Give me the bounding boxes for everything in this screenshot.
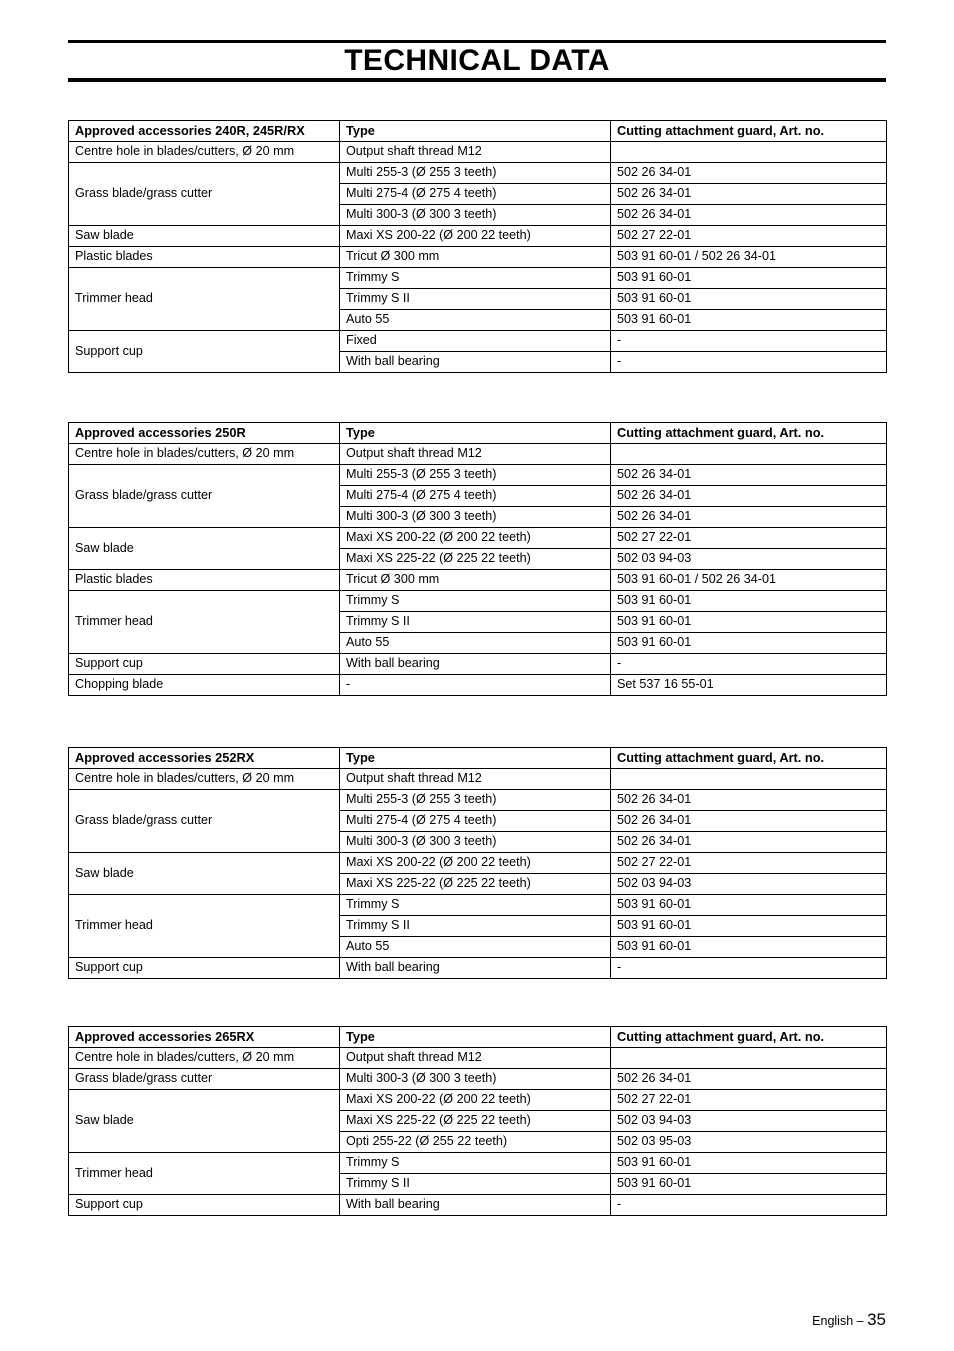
guard-art-no-cell: 502 26 34-01 <box>611 507 887 528</box>
guard-art-no-cell: 503 91 60-01 / 502 26 34-01 <box>611 570 887 591</box>
accessory-type-cell: Multi 255-3 (Ø 255 3 teeth) <box>340 790 611 811</box>
guard-art-no-cell: 503 91 60-01 <box>611 633 887 654</box>
accessory-category-cell: Saw blade <box>69 1090 340 1153</box>
accessory-type-cell: Output shaft thread M12 <box>340 444 611 465</box>
accessory-category-cell: Grass blade/grass cutter <box>69 790 340 853</box>
accessory-type-cell: Tricut Ø 300 mm <box>340 570 611 591</box>
accessory-category-cell: Plastic blades <box>69 570 340 591</box>
guard-art-no-cell: 503 91 60-01 <box>611 1174 887 1195</box>
accessory-category-cell: Trimmer head <box>69 895 340 958</box>
accessory-type-cell: Maxi XS 225-22 (Ø 225 22 teeth) <box>340 874 611 895</box>
accessory-type-cell: Multi 300-3 (Ø 300 3 teeth) <box>340 507 611 528</box>
accessory-category-cell: Support cup <box>69 331 340 373</box>
column-header-2: Type <box>340 121 611 142</box>
table-header-row <box>69 121 887 142</box>
accessory-category-cell: Centre hole in blades/cutters, Ø 20 mm <box>69 1048 340 1069</box>
accessory-type-cell: Auto 55 <box>340 633 611 654</box>
guard-art-no-cell: 503 91 60-01 <box>611 310 887 331</box>
table-240r-245r-rx <box>68 120 887 373</box>
accessory-category-cell: Centre hole in blades/cutters, Ø 20 mm <box>69 444 340 465</box>
accessory-category-cell: Grass blade/grass cutter <box>69 163 340 226</box>
column-header-2: Type <box>340 748 611 769</box>
accessory-type-cell: Multi 275-4 (Ø 275 4 teeth) <box>340 486 611 507</box>
accessory-type-cell: Maxi XS 200-22 (Ø 200 22 teeth) <box>340 853 611 874</box>
guard-art-no-cell: 502 03 94-03 <box>611 874 887 895</box>
guard-art-no-cell: 502 03 94-03 <box>611 1111 887 1132</box>
accessory-type-cell: Multi 300-3 (Ø 300 3 teeth) <box>340 1069 611 1090</box>
accessory-type-cell: Maxi XS 200-22 (Ø 200 22 teeth) <box>340 1090 611 1111</box>
guard-art-no-cell: 502 27 22-01 <box>611 853 887 874</box>
accessory-type-cell: - <box>340 675 611 696</box>
accessory-type-cell: Auto 55 <box>340 310 611 331</box>
accessories-table-4 <box>68 1026 886 1216</box>
guard-art-no-cell <box>611 142 887 163</box>
column-header-1: Approved accessories 240R, 245R/RX <box>69 121 340 142</box>
accessory-type-cell: Trimmy S <box>340 268 611 289</box>
table-265rx <box>68 1026 887 1216</box>
accessory-type-cell: Output shaft thread M12 <box>340 769 611 790</box>
table-row <box>69 958 887 979</box>
accessory-type-cell: Maxi XS 225-22 (Ø 225 22 teeth) <box>340 549 611 570</box>
accessory-category-cell: Centre hole in blades/cutters, Ø 20 mm <box>69 769 340 790</box>
guard-art-no-cell: 502 26 34-01 <box>611 184 887 205</box>
table-header-row <box>69 1027 887 1048</box>
accessory-type-cell: With ball bearing <box>340 654 611 675</box>
guard-art-no-cell: 503 91 60-01 <box>611 612 887 633</box>
guard-art-no-cell: 502 26 34-01 <box>611 832 887 853</box>
page-header <box>68 40 886 82</box>
table-250r <box>68 422 887 696</box>
guard-art-no-cell: 502 26 34-01 <box>611 163 887 184</box>
table-row <box>69 1048 887 1069</box>
accessory-type-cell: Maxi XS 225-22 (Ø 225 22 teeth) <box>340 1111 611 1132</box>
guard-art-no-cell: 502 03 94-03 <box>611 549 887 570</box>
table-row <box>69 591 887 612</box>
table-row <box>69 1069 887 1090</box>
accessory-type-cell: Maxi XS 200-22 (Ø 200 22 teeth) <box>340 226 611 247</box>
table-row <box>69 444 887 465</box>
accessory-category-cell: Grass blade/grass cutter <box>69 465 340 528</box>
accessory-type-cell: Auto 55 <box>340 937 611 958</box>
accessory-type-cell: Trimmy S II <box>340 612 611 633</box>
accessory-category-cell: Support cup <box>69 1195 340 1216</box>
accessory-category-cell: Centre hole in blades/cutters, Ø 20 mm <box>69 142 340 163</box>
footer-page-number: 35 <box>867 1310 886 1329</box>
guard-art-no-cell: 502 27 22-01 <box>611 1090 887 1111</box>
guard-art-no-cell: 503 91 60-01 / 502 26 34-01 <box>611 247 887 268</box>
accessory-type-cell: Fixed <box>340 331 611 352</box>
guard-art-no-cell: - <box>611 352 887 373</box>
guard-art-no-cell: 503 91 60-01 <box>611 895 887 916</box>
table-row <box>69 1090 887 1111</box>
column-header-3: Cutting attachment guard, Art. no. <box>611 423 887 444</box>
accessory-type-cell: With ball bearing <box>340 958 611 979</box>
accessory-category-cell: Grass blade/grass cutter <box>69 1069 340 1090</box>
accessory-type-cell: Tricut Ø 300 mm <box>340 247 611 268</box>
accessory-type-cell: Maxi XS 200-22 (Ø 200 22 teeth) <box>340 528 611 549</box>
table-row <box>69 247 887 268</box>
accessory-category-cell: Trimmer head <box>69 591 340 654</box>
table-252rx <box>68 747 887 979</box>
column-header-2: Type <box>340 423 611 444</box>
accessory-type-cell: Multi 300-3 (Ø 300 3 teeth) <box>340 205 611 226</box>
accessory-type-cell: With ball bearing <box>340 1195 611 1216</box>
accessory-type-cell: Multi 300-3 (Ø 300 3 teeth) <box>340 832 611 853</box>
guard-art-no-cell: 503 91 60-01 <box>611 916 887 937</box>
accessory-type-cell: Trimmy S <box>340 895 611 916</box>
guard-art-no-cell: 503 91 60-01 <box>611 289 887 310</box>
column-header-1: Approved accessories 250R <box>69 423 340 444</box>
table-row <box>69 570 887 591</box>
guard-art-no-cell: 502 26 34-01 <box>611 486 887 507</box>
accessory-type-cell: Multi 275-4 (Ø 275 4 teeth) <box>340 811 611 832</box>
table-row <box>69 142 887 163</box>
guard-art-no-cell: 502 27 22-01 <box>611 226 887 247</box>
accessory-category-cell: Saw blade <box>69 226 340 247</box>
table-header-row <box>69 748 887 769</box>
accessory-type-cell: Output shaft thread M12 <box>340 1048 611 1069</box>
accessories-table-1 <box>68 120 886 373</box>
column-header-1: Approved accessories 252RX <box>69 748 340 769</box>
guard-art-no-cell: 502 26 34-01 <box>611 790 887 811</box>
table-row <box>69 268 887 289</box>
guard-art-no-cell: 503 91 60-01 <box>611 1153 887 1174</box>
column-header-1: Approved accessories 265RX <box>69 1027 340 1048</box>
accessory-type-cell: Multi 255-3 (Ø 255 3 teeth) <box>340 163 611 184</box>
guard-art-no-cell: - <box>611 958 887 979</box>
table-row <box>69 528 887 549</box>
accessory-type-cell: Trimmy S II <box>340 1174 611 1195</box>
accessory-type-cell: Trimmy S II <box>340 289 611 310</box>
table-row <box>69 163 887 184</box>
footer-language: English <box>812 1314 854 1328</box>
table-row <box>69 895 887 916</box>
accessories-table-3 <box>68 747 886 979</box>
guard-art-no-cell <box>611 769 887 790</box>
accessory-category-cell: Chopping blade <box>69 675 340 696</box>
guard-art-no-cell: - <box>611 331 887 352</box>
table-row <box>69 331 887 352</box>
table-row <box>69 654 887 675</box>
guard-art-no-cell: 502 26 34-01 <box>611 465 887 486</box>
guard-art-no-cell: 502 27 22-01 <box>611 528 887 549</box>
header-rule-bottom <box>68 78 886 82</box>
guard-art-no-cell: - <box>611 1195 887 1216</box>
accessory-type-cell: Trimmy S <box>340 591 611 612</box>
accessory-category-cell: Trimmer head <box>69 268 340 331</box>
table-header-row <box>69 423 887 444</box>
accessories-table-2 <box>68 422 886 696</box>
guard-art-no-cell <box>611 444 887 465</box>
footer-separator: – <box>856 1314 864 1328</box>
accessory-category-cell: Saw blade <box>69 528 340 570</box>
table-row <box>69 1153 887 1174</box>
guard-art-no-cell: Set 537 16 55-01 <box>611 675 887 696</box>
guard-art-no-cell: 502 26 34-01 <box>611 205 887 226</box>
column-header-3: Cutting attachment guard, Art. no. <box>611 121 887 142</box>
accessory-type-cell: With ball bearing <box>340 352 611 373</box>
guard-art-no-cell: 503 91 60-01 <box>611 937 887 958</box>
guard-art-no-cell: 502 26 34-01 <box>611 811 887 832</box>
guard-art-no-cell: 502 26 34-01 <box>611 1069 887 1090</box>
accessory-type-cell: Trimmy S II <box>340 916 611 937</box>
table-row <box>69 853 887 874</box>
accessory-category-cell: Trimmer head <box>69 1153 340 1195</box>
accessory-type-cell: Multi 255-3 (Ø 255 3 teeth) <box>340 465 611 486</box>
column-header-3: Cutting attachment guard, Art. no. <box>611 748 887 769</box>
page-title: TECHNICAL DATA <box>344 44 610 77</box>
page-footer <box>812 1310 886 1330</box>
accessory-type-cell: Trimmy S <box>340 1153 611 1174</box>
table-row <box>69 769 887 790</box>
table-row <box>69 226 887 247</box>
table-row <box>69 1195 887 1216</box>
guard-art-no-cell: 503 91 60-01 <box>611 591 887 612</box>
guard-art-no-cell: 503 91 60-01 <box>611 268 887 289</box>
table-row <box>69 790 887 811</box>
accessory-type-cell: Output shaft thread M12 <box>340 142 611 163</box>
guard-art-no-cell <box>611 1048 887 1069</box>
accessory-category-cell: Saw blade <box>69 853 340 895</box>
accessory-category-cell: Support cup <box>69 654 340 675</box>
table-row <box>69 465 887 486</box>
guard-art-no-cell: - <box>611 654 887 675</box>
accessory-type-cell: Opti 255-22 (Ø 255 22 teeth) <box>340 1132 611 1153</box>
column-header-2: Type <box>340 1027 611 1048</box>
accessory-type-cell: Multi 275-4 (Ø 275 4 teeth) <box>340 184 611 205</box>
guard-art-no-cell: 502 03 95-03 <box>611 1132 887 1153</box>
accessory-category-cell: Plastic blades <box>69 247 340 268</box>
column-header-3: Cutting attachment guard, Art. no. <box>611 1027 887 1048</box>
table-row <box>69 675 887 696</box>
accessory-category-cell: Support cup <box>69 958 340 979</box>
